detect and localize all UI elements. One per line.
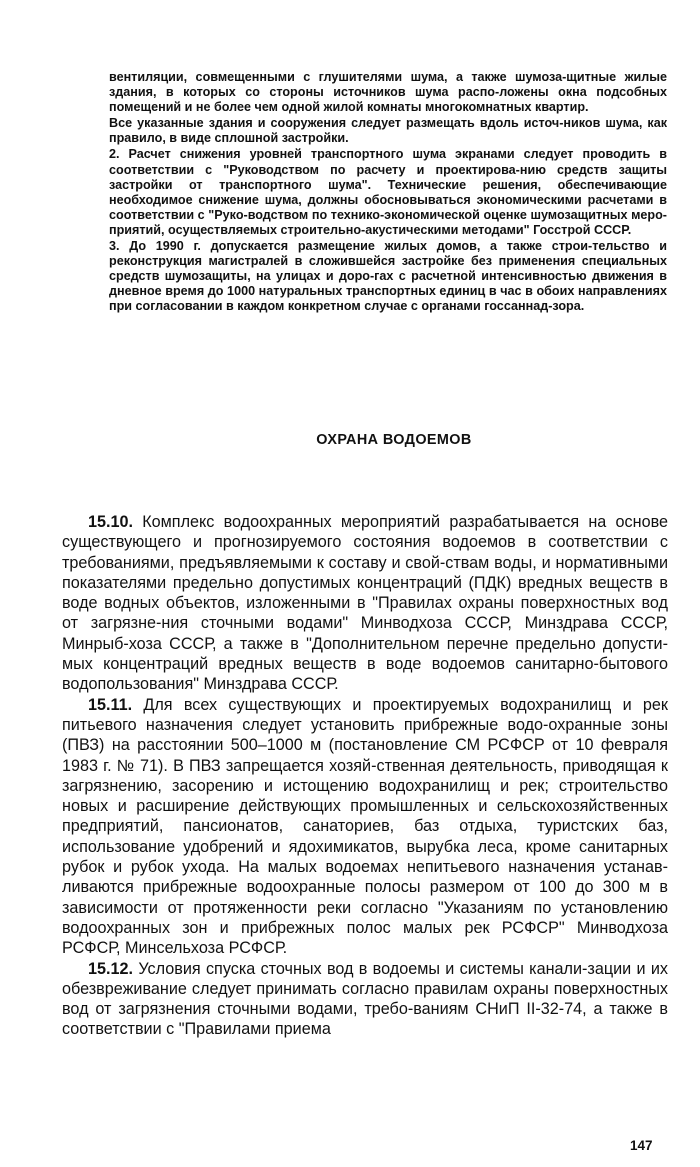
- clause-text: Для всех существующих и проектируемых водохранилищ и рек питьевого назначения следует установить прибрежные водо-охранные зоны (ПВЗ) на расстоянии 500–1000 м (постановление СМ РСФСР от 10 февраля 1983 г. № 71). В ПВЗ запрещается хозяй-ственная деятельность, приводящая к загрязнению, засорению и истощению водохранилищ и рек; строительство новых и расширение действующих промышленных и сельскохозяйственных предприятий, пансионатов, санаториев, баз отдыха, туристских баз, использование удобрений и ядохимикатов, вырубка леса, кроме санитарных рубок и рубок ухода. На малых водоемах непитьевого назначения устанав-ливаются прибрежные водоохранные полосы размером от 100 до 300 м в зависимости от протяженности реки согласно "Указаниям по установлению водоохранных зон и прибрежных полос малых рек РСФСР" Минводхоза РСФСР, Минсельхоза РСФСР.: [62, 695, 668, 958]
- footnote-block: [109, 70, 667, 316]
- note-paragraph: 2. Расчет снижения уровней транспортного шума экранами следует проводить в соответствии с "Руководством по расчету и проектирова-нию средств защиты застройки от транспортного шума". Технические решения, обеспечивающие необходимое снижение шума, должны обосновываться экономическими расчетами в соответствии с "Руко-водством по технико-экономической оценке шумозащитных меро-приятий, осуществляемых строительно-акустическими методами" Госстрой СССР.: [109, 147, 667, 237]
- clause-text: Условия спуска сточных вод в водоемы и системы канали-зации и их обезвреживание следует принимать согласно правилам охраны поверхностных вод от загрязнения сточными водами, требо-ваниям СНиП II-32-74, а также в соответствии с "Правилами приема: [62, 959, 668, 1039]
- section-heading: ОХРАНА ВОДОЕМОВ: [316, 432, 472, 448]
- note-paragraph: вентиляции, совмещенными с глушителями шума, а также шумоза-щитные жилые здания, в которых со стороны источников шума распо-ложены окна подсобных помещений и не более чем одной жилой комнаты многокомнатных квартир.: [109, 70, 667, 115]
- clause-number: 15.11.: [88, 695, 133, 714]
- note-paragraph: 3. До 1990 г. допускается размещение жилых домов, а также строи-тельство и реконструкция магистралей в сложившейся застройке без применения специальных средств шумозащиты, на улицах и доро-гах с расчетной интенсивностью движения в дневное время до 1000 натуральных транспортных единиц в час в обоих направлениях при согласовании в каждом конкретном случае с органами госсаннад-зора.: [109, 239, 667, 314]
- note-paragraph: Все указанные здания и сооружения следует размещать вдоль источ-ников шума, как правило, в виде сплошной застройки.: [109, 116, 667, 146]
- clause-text: Комплекс водоохранных мероприятий разрабатывается на основе существующего и прогнозируемого состояния водоемов в соответствии с требованиями, предъявляемыми к составу и свой-ствам воды, и нормативными показателями предельно допустимых концентраций (ПДК) вредных веществ в воде водных объектов, изложенными в "Правилах охраны поверхностных вод от загрязне-ния сточными водами" Минводхоза СССР, Минздрава СССР, Минрыб-хоза СССР, а также в "Дополнительном перечне предельно допусти-мых концентраций вредных веществ в воде водоемов санитарно-бытового водопользования" Минздрава СССР.: [62, 513, 668, 694]
- paragraph-15-11: [62, 695, 668, 959]
- clause-number: 15.12.: [88, 959, 134, 978]
- clause-number: 15.10.: [88, 513, 134, 531]
- main-text: [62, 512, 668, 1040]
- page-number: 147: [630, 1138, 653, 1153]
- paragraph-15-12: [62, 959, 668, 1040]
- paragraph-15-10: [62, 512, 668, 695]
